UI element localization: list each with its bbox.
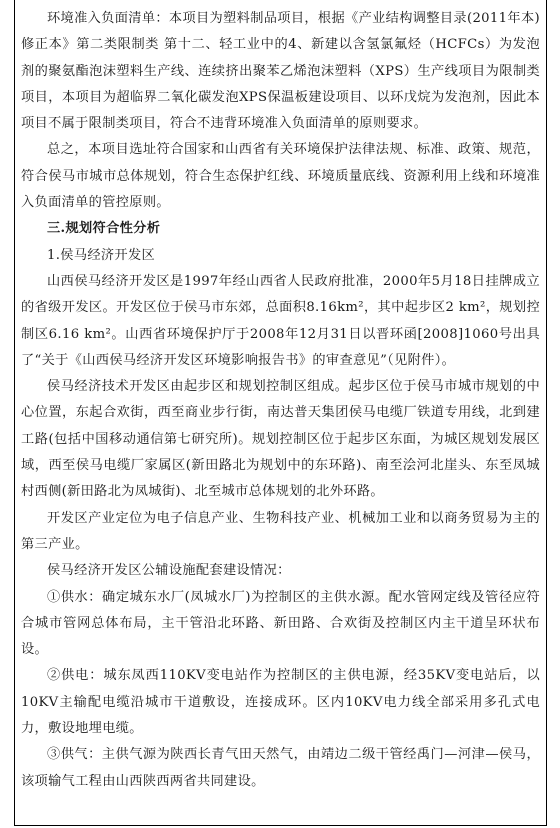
subsection-heading-houma-development-zone: 1.侯马经济开发区 [47,247,156,263]
paragraph-gas-supply: ③供气：主供气源为陕西长青气田天然气，由靖边二级干管经禹门—河津—侯马，该项输气工程由山西陕西两省共同建设。 [21,747,540,789]
paragraph-power-supply: ②供电：城东凤西110KV变电站作为控制区的主供电源，经35KV变电站后，以10KV主输配电缆沿城市干道敷设，连接成环。区内10KV电力线全部采用多孔式电力，敷设地埋电缆。 [21,668,540,737]
document-body [21,6,540,795]
paragraph-utilities-intro: 侯马经济开发区公辅设施配套建设情况： [47,563,291,579]
paragraph-zone-establishment: 山西侯马经济开发区是1997年经山西省人民政府批准，2000年5月18日挂牌成立的省级开发区。开发区位于侯马市东郊，总面积8.16km²，其中起步区2 km²，规划控制区6.16 km²。山西省环境保护厅于2008年12月31日以晋环函[2008]1060号出具了“关于《山西侯马经济开发区环境影响报告书》的审查意见”（见附件）。 [21,273,540,368]
document-page [14,0,547,826]
section-heading-planning-compliance: 三.规划符合性分析 [47,221,161,237]
paragraph-conclusion: 总之，本项目选址符合国家和山西省有关环境保护法律法规、标准、政策、规范，符合侯马市城市总体规划，符合生态保护红线、环境质量底线、资源利用上线和环境准入负面清单的管控原则。 [21,142,540,211]
paragraph-water-supply: ①供水：确定城东水厂(凤城水厂)为控制区的主供水源。配水管网定线及管径应符合城市管网总体布局，主干管沿北环路、新田路、合欢街及控制区内主干道呈环状布设。 [21,589,540,658]
paragraph-zone-boundaries: 侯马经济技术开发区由起步区和规划控制区组成。起步区位于侯马市城市规划的中心位置，东起合欢街，西至商业步行街，南达普天集团侯马电缆厂铁道专用线，北到建工路(包括中国移动通信第七研究所)。规划控制区位于起步区东面，为城区规划发展区域，西至侯马电缆厂家属区(新田路北为规划中的东环路)、南至浍河北崖头、东至凤城村西侧(新田路北为凤城街)、北至城市总体规划的北外环路。 [21,379,540,500]
paragraph-environment-negative-list: 环境准入负面清单：本项目为塑料制品项目，根据《产业结构调整目录(2011年本)修正本》第二类限制类 第十二、轻工业中的4、新建以含氢氯氟烃（HCFCs）为发泡剂的聚氨酯泡沫塑料生产线、连续挤出聚苯乙烯泡沫塑料（XPS）生产线项目为限制类项目，本项目为超临界二氧化碳发泡XPS保温板建设项目、以环戊烷为发泡剂，因此本项目不属于限制类项目，符合不违背环境准入负面清单的原则要求。 [21,11,540,132]
paragraph-industry-positioning: 开发区产业定位为电子信息产业、生物科技产业、机械加工业和以商务贸易为主的第三产业。 [21,510,540,552]
